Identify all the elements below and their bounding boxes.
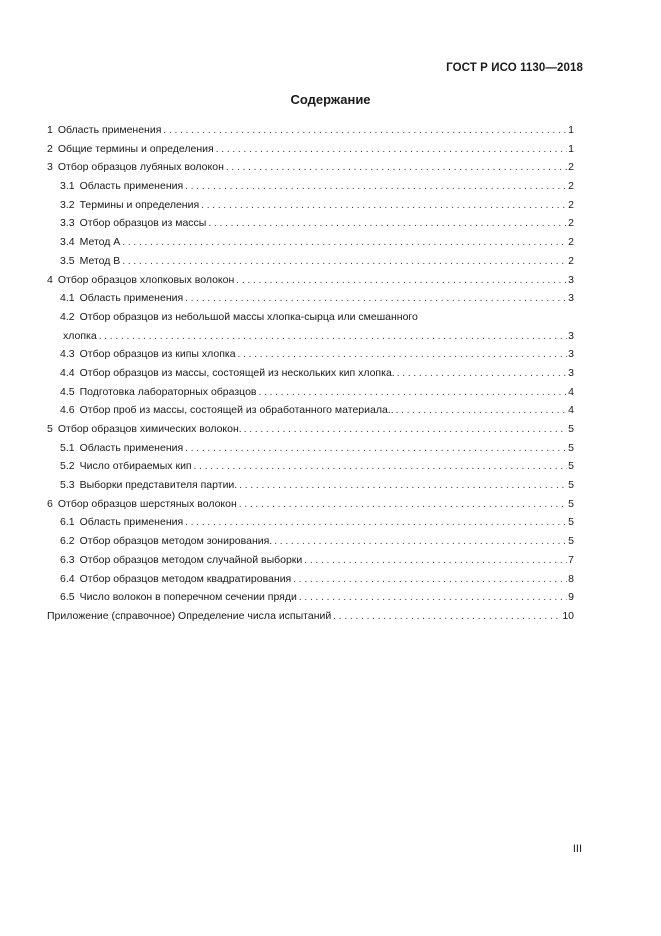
toc-entry-title: Область применения (57, 124, 162, 136)
toc-entry-number: 6.5 (60, 591, 75, 604)
toc-entry-title: Отбор образцов шерстяных волокон (57, 497, 237, 510)
toc-entry-number: 6.4 (60, 572, 75, 585)
toc-entry-appendix[interactable] (47, 607, 574, 626)
toc-entry[interactable] (47, 177, 574, 196)
toc-entry[interactable] (47, 140, 574, 159)
toc-dot-leader (122, 234, 567, 253)
toc-entry[interactable] (47, 364, 574, 383)
toc-dot-leader (226, 159, 567, 178)
toc-entry-title: Число отбираемых кип (79, 460, 192, 473)
toc-dot-leader (299, 589, 567, 608)
toc-entry-page: 2 (568, 161, 574, 174)
toc-entry[interactable] (47, 439, 574, 458)
toc-entry-title: Подготовка лабораторных образцов (79, 385, 257, 398)
toc-entry[interactable] (47, 196, 574, 215)
toc-entry-page: 3 (568, 348, 574, 361)
toc-entry-title: Область применения (79, 516, 184, 529)
toc-entry-title: Отбор образцов из небольшой массы хлопка-сырца или смешанного (79, 310, 418, 323)
toc-entry-title: Область применения (79, 292, 184, 305)
toc-dot-leader (185, 514, 567, 533)
standard-code: ГОСТ Р ИСО 1130—2018 (446, 62, 583, 74)
toc-dot-leader (238, 346, 568, 365)
toc-entry-title: Отбор образцов химических волокон. (57, 423, 242, 435)
toc-entry-number: 1 (47, 124, 53, 136)
toc-entry-number: 4.1 (60, 292, 75, 305)
toc-entry-number: 4 (47, 273, 53, 286)
toc-entry[interactable] (47, 401, 574, 420)
toc-entry[interactable] (47, 588, 574, 607)
toc-entry-page: 5 (568, 441, 574, 454)
toc-entry-page: 2 (568, 254, 574, 267)
toc-entry-number: 5.1 (60, 441, 75, 454)
toc-entry-title: Отбор образцов лубяных волокон (57, 161, 224, 174)
toc-entry-number: 4.3 (60, 348, 75, 361)
toc-dot-leader (236, 272, 567, 291)
toc-entry-page: 2 (568, 198, 574, 211)
toc-dot-leader (396, 402, 568, 421)
toc-entry-page: 3 (568, 366, 574, 379)
toc-entry-title: Отбор образцов из кипы хлопка (79, 348, 236, 361)
toc-entry-page: 5 (568, 535, 574, 548)
toc-entry-title: Отбор образцов методом случайной выборки (79, 553, 303, 566)
toc-entry-title: Термины и определения (79, 198, 200, 211)
toc-entry-page: 5 (568, 423, 574, 435)
toc-entry-page: 10 (562, 609, 574, 622)
toc-entry-title: Отбор образцов из массы, состоящей из нескольких кип хлопка. (79, 366, 395, 379)
toc-entry[interactable] (47, 570, 574, 589)
toc-entry-page: 5 (568, 460, 574, 473)
toc-entry-title: Отбор образцов методом зонирования. (79, 535, 273, 548)
toc-entry-line[interactable] (47, 308, 574, 327)
toc-entry-number: 4.2 (60, 310, 75, 323)
toc-entry-title: Метод А (79, 236, 121, 249)
toc-entry-number: 6.3 (60, 553, 75, 566)
toc-dot-leader (163, 122, 567, 141)
toc-entry-number: 5.2 (60, 460, 75, 473)
toc-dot-leader (258, 384, 567, 403)
toc-entry-title: Число волокон в поперечном сечении пряди (79, 591, 297, 604)
toc-dot-leader (274, 533, 567, 552)
toc-entry[interactable] (47, 345, 574, 364)
toc-entry-page: 5 (568, 479, 574, 492)
toc-entry-number: 3.4 (60, 236, 75, 249)
toc-entry[interactable] (47, 289, 574, 308)
toc-entry-number: 3.3 (60, 217, 75, 230)
toc-entry-title: Приложение (справочное) Определение числа испытаний (47, 609, 332, 622)
toc-entry-title: Отбор проб из массы, состоящей из обработанного материала.. (79, 404, 394, 417)
toc-entry[interactable] (47, 271, 574, 290)
toc-entry-number: 5.3 (60, 479, 75, 492)
toc-entry[interactable] (47, 495, 574, 514)
toc-entry-number: 5 (47, 423, 53, 435)
toc-entry-page: 9 (568, 591, 574, 604)
toc-dot-leader (122, 253, 567, 272)
toc-entry[interactable] (47, 327, 574, 346)
toc-entry-title: Отбор образцов хлопковых волокон (57, 273, 235, 286)
toc-dot-leader (194, 458, 568, 477)
toc-dot-leader (244, 421, 567, 440)
toc-entry-page: 8 (568, 572, 574, 585)
toc-entry-title: Область применения (79, 180, 184, 193)
toc-dot-leader (333, 608, 561, 627)
toc-entry[interactable] (47, 252, 574, 271)
toc-entry-number: 3 (47, 161, 53, 174)
toc-entry-number: 3.5 (60, 254, 75, 267)
toc-entry[interactable] (47, 158, 574, 177)
toc-entry-number: 3.2 (60, 198, 75, 211)
toc-entry[interactable] (47, 121, 574, 140)
toc-dot-leader (293, 571, 567, 590)
toc-entry-page: 5 (568, 497, 574, 510)
toc-dot-leader (185, 440, 567, 459)
toc-entry-page: 4 (568, 404, 574, 417)
toc-entry-title: Общие термины и определения (57, 142, 214, 155)
toc-title: Содержание (290, 92, 371, 107)
toc-entry[interactable] (47, 420, 574, 439)
toc-entry[interactable] (47, 513, 574, 532)
toc-entry[interactable] (47, 233, 574, 252)
toc-entry-title: Отбор образцов методом квадратирования (79, 572, 292, 585)
toc-dot-leader (201, 197, 567, 216)
toc-entry-page: 3 (568, 292, 574, 305)
toc-entry-number: 3.1 (60, 180, 75, 193)
toc-entry[interactable] (47, 383, 574, 402)
toc-entry-title: Метод В (79, 254, 121, 267)
toc-entry-title: Область применения (79, 441, 184, 454)
toc-entry-number: 4.5 (60, 385, 75, 398)
toc-entry-number: 4.4 (60, 366, 75, 379)
toc-entry-page: 4 (568, 385, 574, 398)
toc-entry[interactable] (47, 532, 574, 551)
toc-entry-page: 2 (568, 180, 574, 193)
toc-entry[interactable] (47, 457, 574, 476)
toc-entry-number: 2 (47, 142, 53, 155)
toc-entry-title: Выборки представителя партии. (79, 479, 238, 492)
page-folio: III (572, 843, 582, 855)
toc-dot-leader (185, 290, 567, 309)
toc-entry-page: 7 (568, 553, 574, 566)
toc-dot-leader (208, 215, 567, 234)
table-of-contents (47, 121, 574, 626)
toc-entry[interactable] (47, 551, 574, 570)
toc-dot-leader (397, 365, 567, 384)
toc-entry-page: 1 (568, 142, 574, 155)
toc-entry[interactable] (47, 214, 574, 233)
toc-dot-leader (99, 328, 567, 347)
toc-entry-page: 2 (568, 236, 574, 249)
toc-dot-leader (304, 552, 567, 571)
toc-entry-number: 4.6 (60, 404, 75, 417)
toc-entry-page: 1 (568, 124, 574, 136)
toc-entry-title: Отбор образцов из массы (79, 217, 207, 230)
toc-dot-leader (216, 141, 567, 160)
toc-entry-page: 3 (568, 329, 574, 342)
toc-entry-page: 5 (568, 516, 574, 529)
toc-entry-number: 6.2 (60, 535, 75, 548)
toc-entry-page: 2 (568, 217, 574, 230)
toc-dot-leader (185, 178, 567, 197)
toc-entry-title-continuation: хлопка (63, 329, 97, 342)
toc-entry[interactable] (47, 476, 574, 495)
toc-dot-leader (239, 477, 567, 496)
toc-dot-leader (239, 496, 567, 515)
toc-entry-number: 6.1 (60, 516, 75, 529)
toc-entry-number: 6 (47, 497, 53, 510)
toc-entry-page: 3 (568, 273, 574, 286)
